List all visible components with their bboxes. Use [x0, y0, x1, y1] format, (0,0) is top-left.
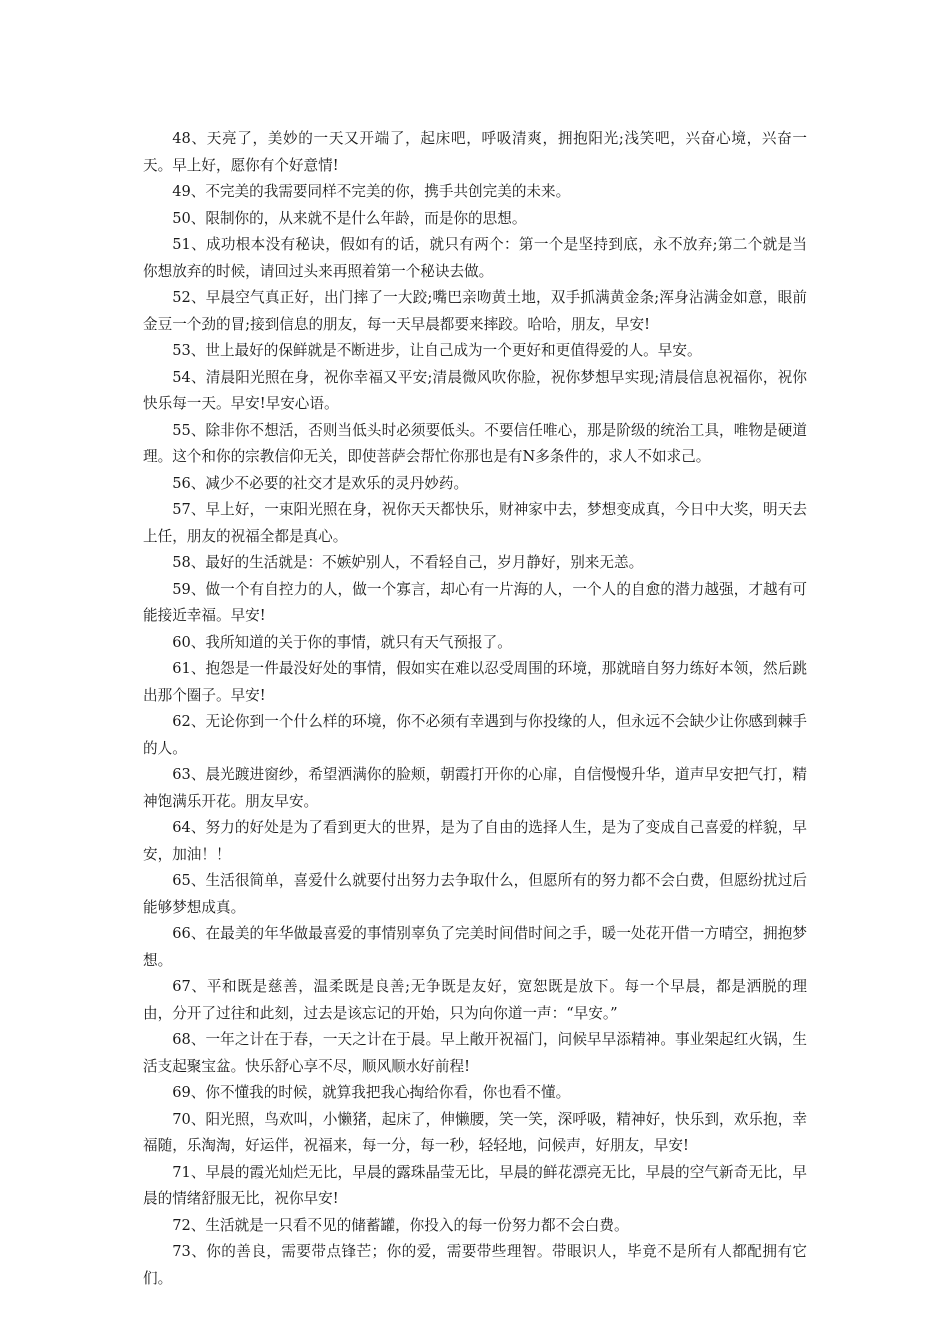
paragraph-71: 71、早晨的霞光灿烂无比，早晨的露珠晶莹无比，早晨的鲜花漂亮无比，早晨的空气新奇无比，早晨的情绪舒服无比，祝你早安!	[143, 1163, 807, 1207]
paragraph-55: 55、除非你不想活，否则当低头时必须要低头。不要信任唯心，那是阶级的统治工具，唯物是硬道理。这个和你的宗教信仰无关，即使菩萨会帮忙你那也是有N多条件的，求人不如求己。	[143, 421, 807, 465]
paragraph-61: 61、抱怨是一件最没好处的事情，假如实在难以忍受周围的环境，那就暗自努力练好本领，然后跳出那个圈子。早安!	[143, 660, 807, 704]
paragraph-65: 65、生活很简单，喜爱什么就要付出努力去争取什么，但愿所有的努力都不会白费，但愿纷扰过后能够梦想成真。	[143, 872, 807, 916]
paragraph-63: 63、晨光踱进窗纱，希望洒满你的脸颊，朝霞打开你的心扉，自信慢慢升华，道声早安把气打，精神饱满乐开花。朋友早安。	[143, 766, 807, 810]
paragraph-51: 51、成功根本没有秘诀，假如有的话，就只有两个：第一个是坚持到底，永不放弃;第二个就是当你想放弃的时候，请回过头来再照着第一个秘诀去做。	[143, 236, 807, 280]
paragraph-50: 50、限制你的，从来就不是什么年龄，而是你的思想。	[172, 209, 527, 227]
paragraph-57: 57、早上好，一束阳光照在身，祝你天天都快乐，财神家中去，梦想变成真，今日中大奖，明天去上任，朋友的祝福全都是真心。	[143, 501, 807, 545]
paragraph-72: 72、生活就是一只看不见的储蓄罐，你投入的每一份努力都不会白费。	[172, 1216, 629, 1234]
paragraph-58: 58、最好的生活就是：不嫉妒别人，不看轻自己，岁月静好，别来无恙。	[172, 554, 644, 571]
paragraph-67: 67、平和既是慈善，温柔既是良善;无争既是友好，宽恕既是放下。每一个早晨，都是洒脱的理由，分开了过往和此刻，过去是该忘记的开始，只为向你道一声：“早安。”	[143, 978, 807, 1022]
paragraph-62: 62、无论你到一个什么样的环境，你不必须有幸遇到与你投缘的人，但永远不会缺少让你感到棘手的人。	[143, 713, 807, 757]
paragraph-73: 73、你的善良，需要带点锋芒；你的爱，需要带些理智。带眼识人，毕竟不是所有人都配拥有它们。	[143, 1243, 807, 1287]
paragraph-56: 56、减少不必要的社交才是欢乐的灵丹妙药。	[172, 474, 469, 492]
paragraph-54: 54、清晨阳光照在身，祝你幸福又平安;清晨微风吹你脸，祝你梦想早实现;清晨信息祝福你，祝你快乐每一天。早安!早安心语。	[143, 368, 807, 412]
paragraph-59: 59、做一个有自控力的人，做一个寡言，却心有一片海的人，一个人的自愈的潜力越强，才越有可能接近幸福。早安!	[143, 580, 807, 624]
paragraph-49: 49、不完美的我需要同样不完美的你，携手共创完美的未来。	[172, 183, 571, 200]
paragraph-69: 69、你不懂我的时候，就算我把我心掏给你看，你也看不懂。	[172, 1084, 571, 1101]
paragraph-52: 52、早晨空气真正好，出门摔了一大跤;嘴巴亲吻黄土地，双手抓满黄金条;浑身沾满金如意，眼前金豆一个劲的冒;接到信息的朋友，每一天早晨都要来摔跤。哈哈，朋友，早安!	[143, 289, 807, 333]
paragraph-48: 48、天亮了，美妙的一天又开端了，起床吧，呼吸清爽，拥抱阳光;浅笑吧，兴奋心境，兴奋一天。早上好，愿你有个好意情!	[143, 130, 807, 174]
document-body	[143, 126, 807, 1292]
paragraph-66: 66、在最美的年华做最喜爱的事情别辜负了完美时间借时间之手，暖一处花开借一方晴空，拥抱梦想。	[143, 925, 807, 969]
paragraph-53: 53、世上最好的保鲜就是不断进步，让自己成为一个更好和更值得爱的人。早安。	[172, 342, 702, 359]
paragraph-64: 64、努力的好处是为了看到更大的世界，是为了自由的选择人生，是为了变成自己喜爱的样貌，早安，加油！！	[143, 819, 807, 863]
paragraph-68: 68、一年之计在于春，一天之计在于晨。早上敞开祝福门，问候早早添精神。事业架起红火锅，生活支起聚宝盆。快乐舒心享不尽，顺风顺水好前程!	[143, 1031, 807, 1075]
paragraph-70: 70、阳光照，鸟欢叫，小懒猪，起床了，伸懒腰，笑一笑，深呼吸，精神好，快乐到，欢乐抱，幸福随，乐淘淘，好运伴，祝福来，每一分，每一秒，轻轻地，问候声，好朋友，早安!	[143, 1110, 807, 1154]
paragraph-60: 60、我所知道的关于你的事情，就只有天气预报了。	[172, 633, 512, 651]
